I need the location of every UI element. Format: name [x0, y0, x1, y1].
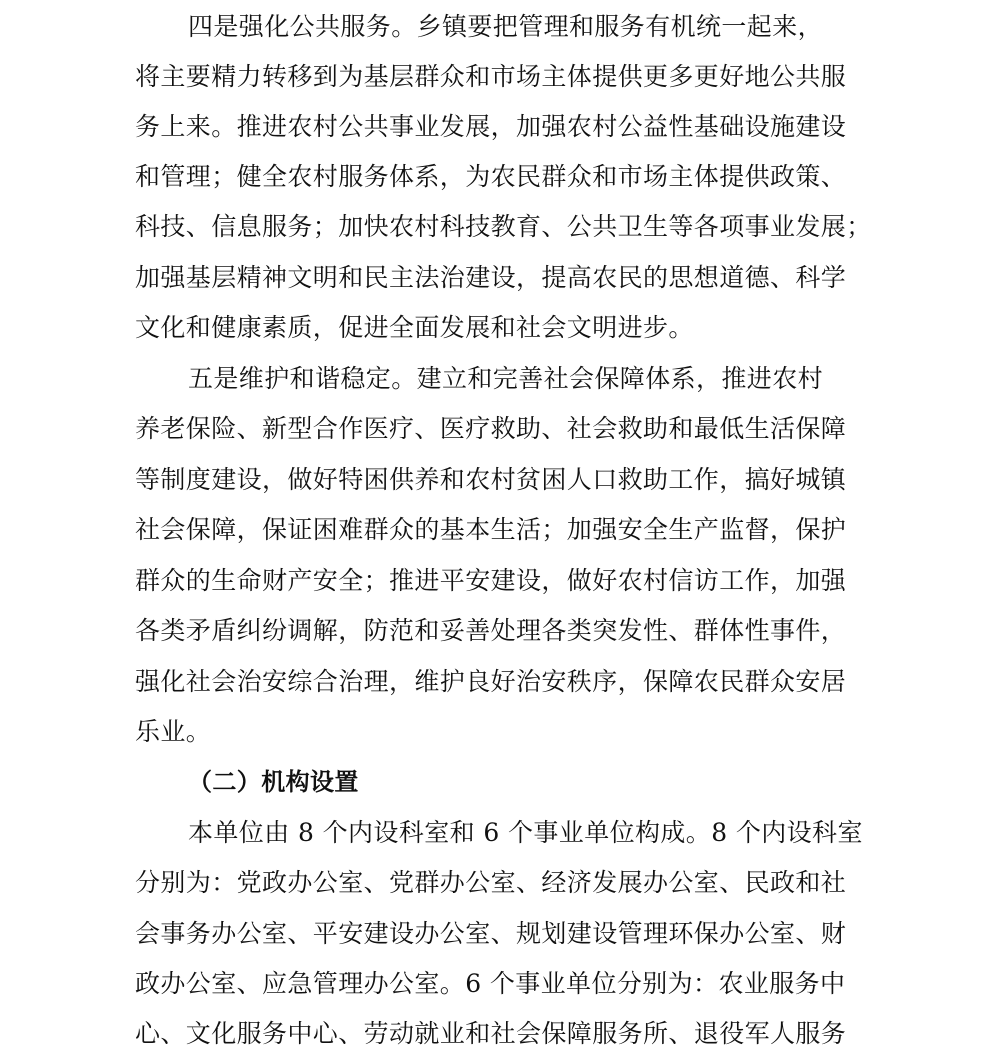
paragraph-line: 强化社会治安综合治理，维护良好治安秩序，保障农民群众安居 — [135, 667, 847, 696]
paragraph-line: 养老保险、新型合作医疗、医疗救助、社会救助和最低生活保障 — [135, 414, 847, 443]
paragraph-line: 政办公室、应急管理办公室。6 个事业单位分别为：农业服务中 — [135, 969, 846, 998]
paragraph-line: 四是强化公共服务。乡镇要把管理和服务有机统一起来， — [188, 12, 824, 41]
paragraph-line: 心、文化服务中心、劳动就业和社会保障服务所、退役军人服务 — [135, 1019, 847, 1048]
paragraph-line: 各类矛盾纠纷调解，防范和妥善处理各类突发性、群体性事件， — [135, 616, 847, 645]
paragraph-line: 科技、信息服务；加快农村科技教育、公共卫生等各项事业发展； — [135, 212, 872, 241]
paragraph-line: 乐业。 — [135, 717, 212, 746]
paragraph-line: 务上来。推进农村公共事业发展，加强农村公益性基础设施建设 — [135, 112, 847, 141]
paragraph-line: 将主要精力转移到为基层群众和市场主体提供更多更好地公共服 — [135, 62, 847, 91]
paragraph-line: 社会保障，保证困难群众的基本生活；加强安全生产监督，保护 — [135, 515, 847, 544]
paragraph-line: 群众的生命财产安全；推进平安建设，做好农村信访工作，加强 — [135, 566, 847, 595]
paragraph-line: 分别为：党政办公室、党群办公室、经济发展办公室、民政和社 — [135, 868, 847, 897]
paragraph-line: 加强基层精神文明和民主法治建设，提高农民的思想道德、科学 — [135, 263, 847, 292]
paragraph-line: 和管理；健全农村服务体系，为农民群众和市场主体提供政策、 — [135, 162, 847, 191]
paragraph-line: 会事务办公室、平安建设办公室、规划建设管理环保办公室、财 — [135, 919, 847, 948]
paragraph-line: 本单位由 8 个内设科室和 6 个事业单位构成。8 个内设科室 — [188, 818, 863, 847]
paragraph-line: 五是维护和谐稳定。建立和完善社会保障体系，推进农村 — [188, 364, 824, 393]
section-heading: （二）机构设置 — [188, 768, 359, 796]
paragraph-line: 等制度建设，做好特困供养和农村贫困人口救助工作，搞好城镇 — [135, 465, 847, 494]
paragraph-line: 文化和健康素质，促进全面发展和社会文明进步。 — [135, 313, 694, 342]
